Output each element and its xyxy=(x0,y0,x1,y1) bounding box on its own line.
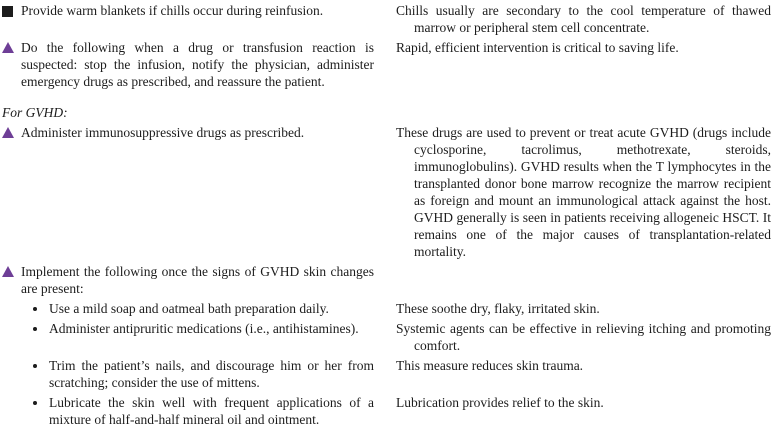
rationale-cell xyxy=(396,263,771,297)
intervention-subitem xyxy=(2,300,374,317)
dot-bullet-icon xyxy=(33,364,37,368)
triangle-bullet-icon xyxy=(2,127,14,138)
intervention-cell xyxy=(2,93,374,121)
section-heading-gvhd: For GVHD: xyxy=(2,105,68,120)
rationale-text: These drugs are used to prevent or treat acute GVHD (drugs include cyclosporine, tacrolimus, methotrexate, steroids, immunoglobulins). GVHD results when the T lymphocytes in the transplanted donor bone marrow recognize the marrow recipient as foreign and mount an immunological attack against the host. GVHD generally is seen in patients receiving allogeneic HSCT. It remains one of the major causes of transplantation-related mortality. xyxy=(396,125,771,259)
rationale-text: Chills usually are secondary to the cool temperature of thawed marrow or peripheral stem cell concentrate. xyxy=(396,3,771,35)
intervention-subitem xyxy=(2,394,374,428)
rationale-text: This measure reduces skin trauma. xyxy=(396,358,584,373)
intervention-text: Implement the following once the signs of GVHD skin changes are present: xyxy=(21,264,374,296)
rationale-cell xyxy=(396,39,771,90)
intervention-cell xyxy=(2,2,374,36)
intervention-text: Provide warm blankets if chills occur during reinfusion. xyxy=(21,3,324,18)
intervention-text: Use a mild soap and oatmeal bath preparation daily. xyxy=(49,301,329,316)
rationale-cell xyxy=(396,357,771,391)
rationale-text: Lubrication provides relief to the skin. xyxy=(396,395,604,410)
rationale-cell xyxy=(396,320,771,354)
dot-bullet-icon xyxy=(33,327,37,331)
intervention-cell xyxy=(2,124,374,260)
intervention-item xyxy=(2,39,374,90)
rationale-cell xyxy=(396,300,771,317)
intervention-item xyxy=(2,124,374,141)
dot-bullet-icon xyxy=(33,401,37,405)
intervention-cell xyxy=(2,39,374,90)
dot-bullet-icon xyxy=(33,307,37,311)
intervention-cell xyxy=(2,357,374,391)
intervention-item xyxy=(2,2,374,19)
intervention-subitem xyxy=(2,357,374,391)
rationale-text: These soothe dry, flaky, irritated skin. xyxy=(396,301,600,316)
rationale-cell xyxy=(396,2,771,36)
interventions-rationales-table xyxy=(2,2,771,428)
intervention-text: Administer immunosuppressive drugs as prescribed. xyxy=(21,125,305,140)
intervention-item xyxy=(2,263,374,297)
intervention-subitem xyxy=(2,320,374,337)
triangle-bullet-icon xyxy=(2,266,14,277)
intervention-cell xyxy=(2,263,374,297)
intervention-cell xyxy=(2,300,374,317)
intervention-text: Do the following when a drug or transfusion reaction is suspected: stop the infusion, notify the physician, administer emergency drugs as prescribed, and reassure the patient. xyxy=(21,40,374,89)
rationale-text: Rapid, efficient intervention is critical to saving life. xyxy=(396,40,679,55)
square-bullet-icon xyxy=(2,6,13,17)
intervention-text: Administer antipruritic medications (i.e., antihistamines). xyxy=(49,321,359,336)
intervention-cell xyxy=(2,394,374,428)
triangle-bullet-icon xyxy=(2,42,14,53)
rationale-cell xyxy=(396,124,771,260)
intervention-cell xyxy=(2,320,374,354)
intervention-text: Lubricate the skin well with frequent applications of a mixture of half-and-half mineral oil and ointment. xyxy=(49,395,374,427)
intervention-text: Trim the patient’s nails, and discourage him or her from scratching; consider the use of mittens. xyxy=(49,358,374,390)
rationale-cell xyxy=(396,394,771,428)
rationale-text: Systemic agents can be effective in relieving itching and promoting comfort. xyxy=(396,321,771,353)
rationale-cell xyxy=(396,93,771,121)
